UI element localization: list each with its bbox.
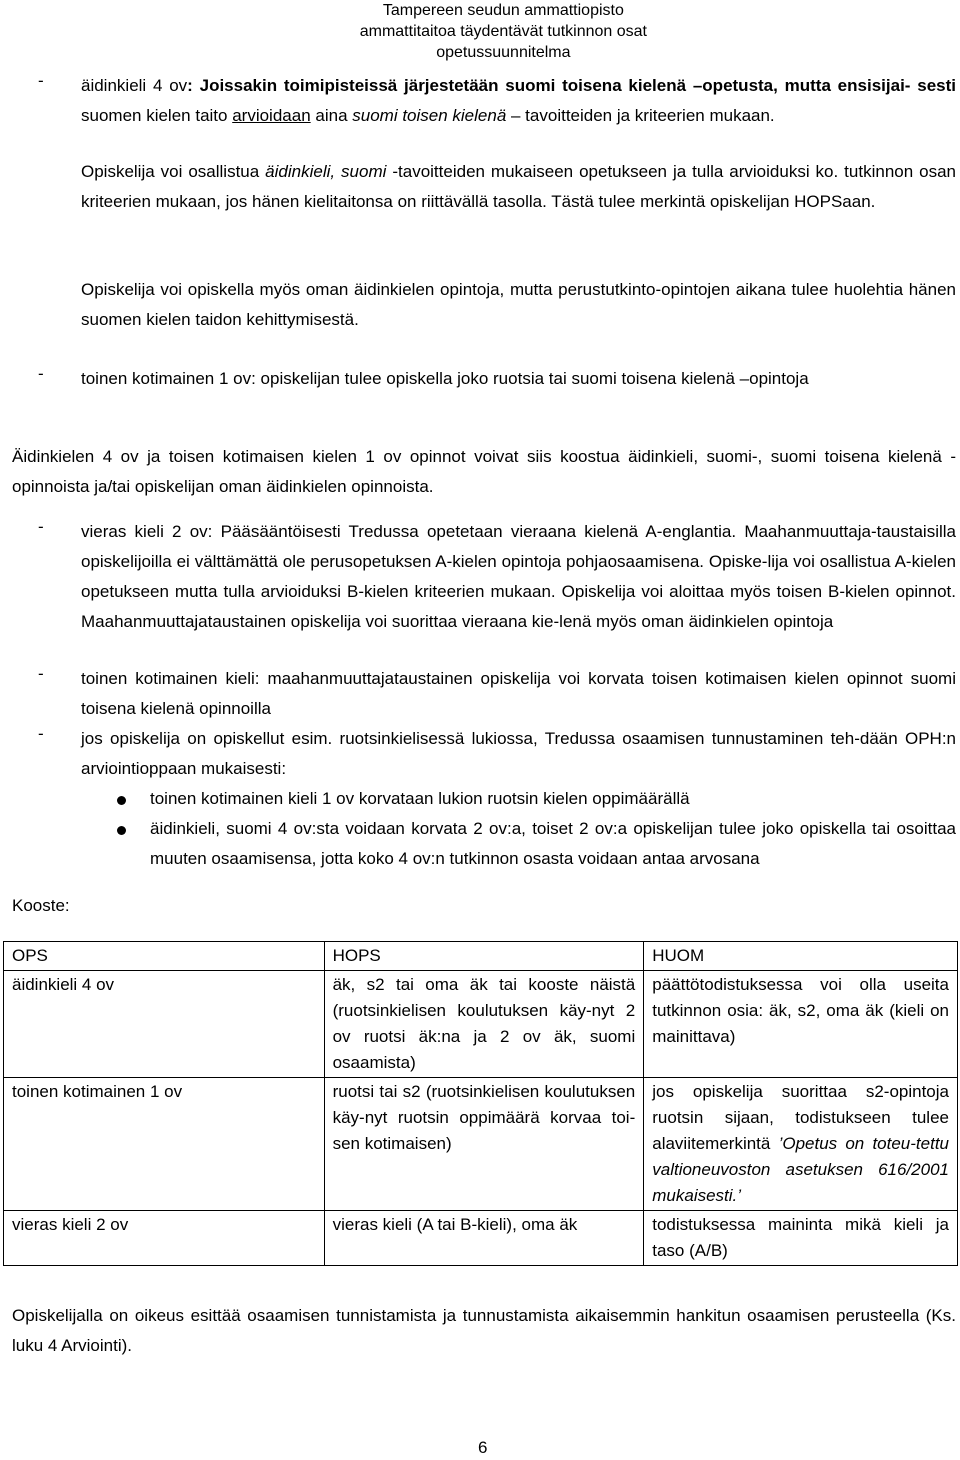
table-header-row [4,942,958,971]
table-cell-huom: päättötodistuksessa voi olla useita tutkinnon osia: äk, s2, oma äk (kieli on mainittava) [644,971,958,1078]
header-title: ammattitaitoa täydentävät tutkinnon osat [359,23,647,40]
paragraph-oma-aidinkieli: Opiskelija voi opiskella myös oman äidinkielen opintoja, mutta perustutkinto-opintojen aikana tulee huolehtia hänen suomen kielen taidon kehittymisestä. [81,280,956,329]
paragraph-toinen-kotimainen: toinen kotimainen 1 ov: opiskelijan tulee opiskella joko ruotsia tai suomi toisena kielenä –opintoja [81,369,809,388]
table-cell-ops: äidinkieli 4 ov [4,971,325,1078]
table-row [4,971,958,1078]
table-cell-hops: äk, s2 tai oma äk tai kooste näistä (ruotsinkielisen koulutuksen käy-nyt 2 ov ruotsi äk:na ja 2 ov äk, suomi osaamista) [324,971,644,1078]
list-dash: - [38,517,44,536]
table-row [4,1211,958,1266]
list-item-vieras-kieli: vieras kieli 2 ov: Pääsääntöisesti Tredussa opetetaan vieraana kielenä A-englantia. Maahanmuuttaja-taustaisilla opiskelijoilla ei välttämättä ole perusopetuksen A-kielen opintoja pohjaosaamisena. Opiske-lija voi osallistua A-kielen opetukseen mutta tulla arvioiduksi B-kielen kriteerien mukaan. Opiskelija voi aloittaa myös toisen B-kielen opinnot. Maahanmuuttajataustainen opiskelija voi suorittaa vieraana kie-lenä myös oman äidinkielen opintoja [81,522,956,631]
table-header-hops: HOPS [324,942,644,971]
list-item-ruotsinkielinen-lukio: jos opiskelija on opiskellut esim. ruotsinkielisessä lukiossa, Tredussa osaamisen tunnustaminen teh-dään OPH:n arviointioppaan mukaisesti: [81,729,956,778]
table-cell-huom: jos opiskelija suorittaa s2-opintoja ruotsin sijaan, todistukseen tulee alaviitemerkintä ’Opetus on toteu-tettu valtioneuvoston asetuksen 616/2001 mukaisesti.’ [644,1078,958,1211]
table-header-ops: OPS [4,942,325,971]
table-cell-hops: ruotsi tai s2 (ruotsinkielisen koulutuksen käy-nyt ruotsin oppimäärä korvaa toi-sen kotimaisen) [324,1078,644,1211]
list-dash: - [38,364,44,383]
summary-table [3,941,958,1266]
paragraph-osallistua: Opiskelija voi osallistua äidinkieli, suomi -tavoitteiden mukaiseen opetukseen ja tulla arvioiduksi ko. tutkinnon osan kriteerien mukaan, jos hänen kielitaitonsa on riittävällä tasolla. Tästä tulee merkintä opiskelijan HOPSaan. [81,162,956,211]
header-org: Tampereen seudun ammattiopisto [382,2,624,19]
bullet-icon [117,826,126,835]
page-number: 6 [478,1438,488,1457]
bullet-icon [117,796,126,805]
table-cell-hops: vieras kieli (A tai B-kieli), oma äk [324,1211,644,1266]
table-cell-huom: todistuksessa maininta mikä kieli ja taso (A/B) [644,1211,958,1266]
paragraph-aidinkieli: äidinkieli 4 ov: Joissakin toimipisteissä järjestetään suomi toisena kielenä –opetusta, mutta ensisijai- sesti suomen kielen taito arvioidaan aina suomi toisen kielenä – tavoitteiden ja kriteerien mukaan. [81,76,956,125]
paragraph-summary: Äidinkielen 4 ov ja toisen kotimaisen kielen 1 ov opinnot voivat siis koostua äidinkieli, suomi-, suomi toisena kielenä -opinnoista ja/tai opiskelijan oman äidinkielen opinnoista. [12,447,956,496]
list-dash: - [38,664,44,683]
kooste-label: Kooste: [12,896,70,915]
table-cell-ops: toinen kotimainen 1 ov [4,1078,325,1211]
table-cell-ops: vieras kieli 2 ov [4,1211,325,1266]
bullet-item-aidinkieli-korvaus: äidinkieli, suomi 4 ov:sta voidaan korvata 2 ov:a, toiset 2 ov:a opiskelijan tulee joko opiskella tai osoittaa muuten osaamisensa, jotta koko 4 ov:n tutkinnon osasta voidaan antaa arvosana [150,819,956,868]
header-subtitle: opetussuunnitelma [436,44,571,61]
table-header-huom: HUOM [644,942,958,971]
table-row [4,1078,958,1211]
paragraph-final: Opiskelijalla on oikeus esittää osaamisen tunnistamista ja tunnustamista aikaisemmin hankitun osaamisen perusteella (Ks. luku 4 Arviointi). [12,1306,956,1355]
list-dash: - [38,71,44,90]
list-dash: - [38,724,44,743]
bullet-item-korvaus: toinen kotimainen kieli 1 ov korvataan lukion ruotsin kielen oppimäärällä [150,789,690,808]
list-item-toinen-kotimainen-kieli: toinen kotimainen kieli: maahanmuuttajataustainen opiskelija voi korvata toisen kotimaisen kielen opinnot suomi toisena kielenä opinnoilla [81,669,956,718]
document-header [360,0,647,63]
